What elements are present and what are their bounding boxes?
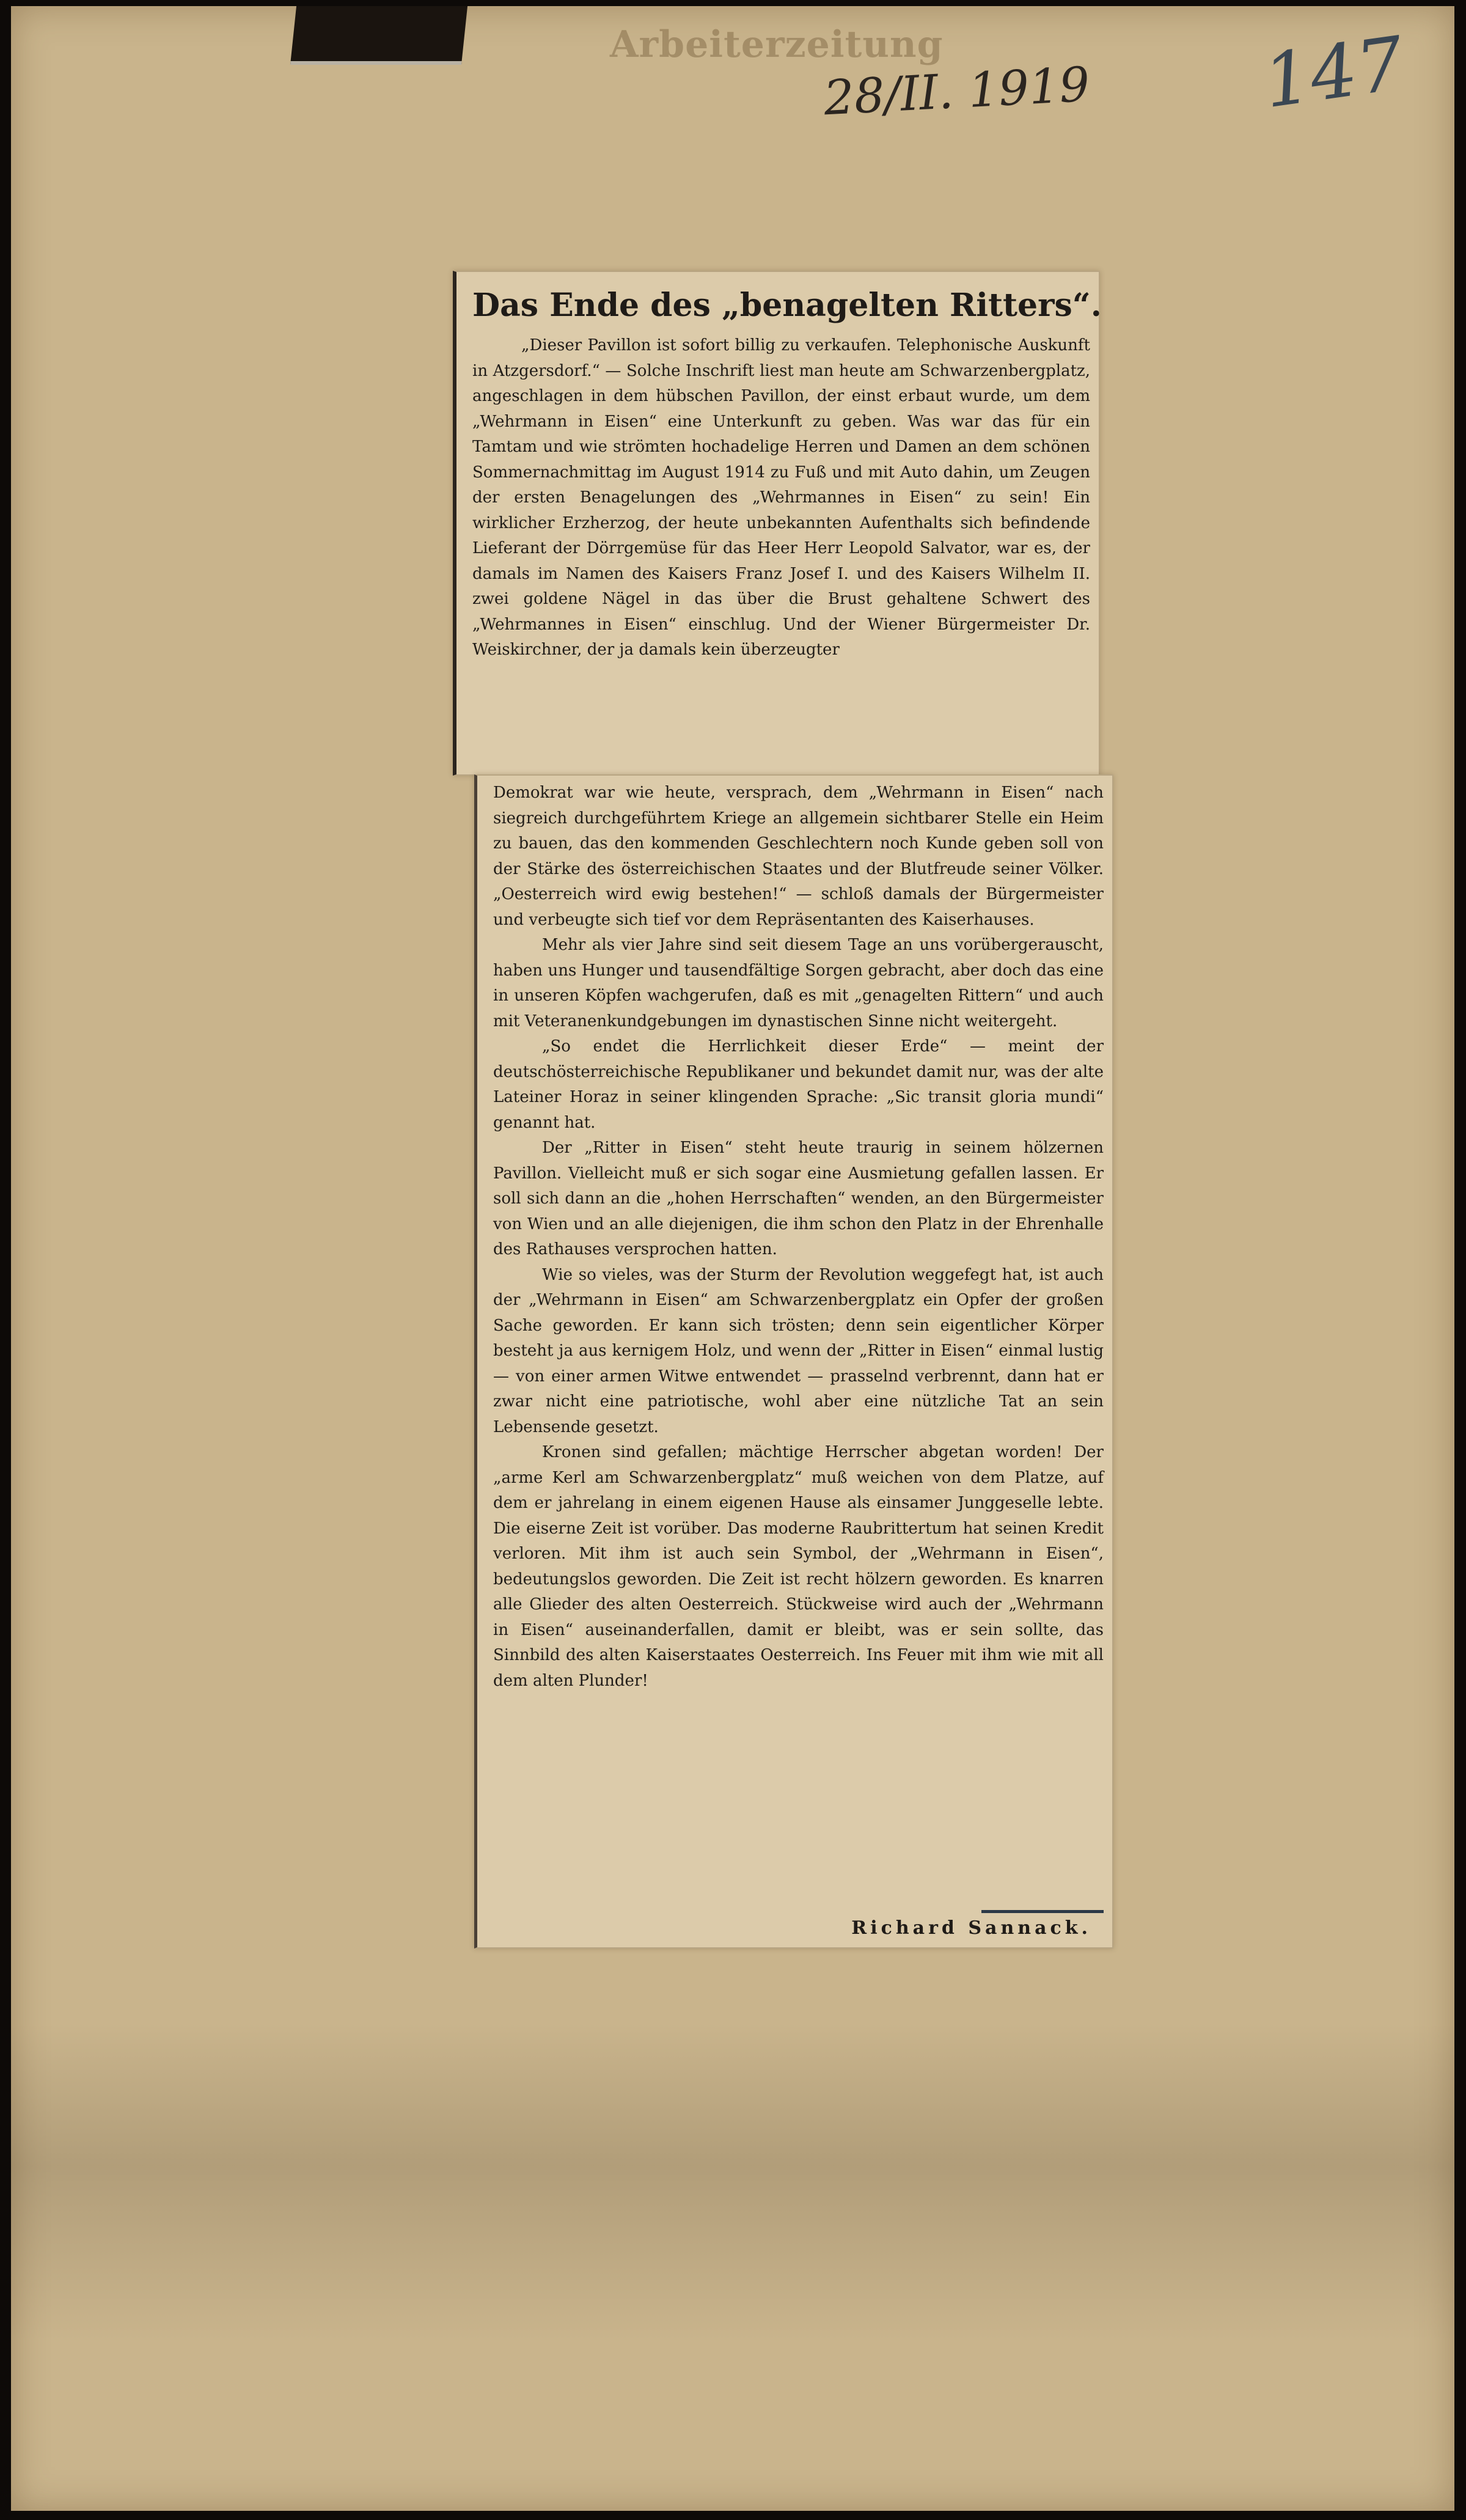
handwritten-date: 28/II. 1919 (822, 57, 1091, 127)
article-paragraph: Mehr als vier Jahre sind seit diesem Tage an uns vorübergerauscht, haben uns Hunger und tausendfältige Sorgen gebracht, aber doch das eine in unseren Köpfen wachgerufen, daß es mit „genagelten Rittern“ und auch mit Veteranenkundgebungen im dynastischen Sinne nicht weitergeht. (493, 936, 1104, 1030)
article-body-part-1 (472, 333, 1090, 663)
article-paragraph: Kronen sind gefallen; mächtige Herrscher abgetan worden! Der „arme Kerl am Schwarzenbergplatz“ muß weichen von dem Platze, auf dem er jahrelang in einem eigenen Hause als einsamer Junggeselle lebte. Die eiserne Zeit ist vorüber. Das moderne Raubrittertum hat seinen Kredit verloren. Mit ihm ist auch sein Symbol, der „Wehrmann in Eisen“, bedeutungslos geworden. Die Zeit ist recht hölzern geworden. Es knarren alle Glieder des alten Oesterreich. Stückweise wird auch der „Wehrmann in Eisen“ auseinanderfallen, damit er bleibt, was er sein sollte, das Sinnbild des alten Kaiserstaates Oesterreich. Ins Feuer mit ihm wie mit all dem alten Plunder! (493, 1443, 1104, 1690)
binder-tab (290, 6, 467, 65)
article-paragraph: „So endet die Herrlichkeit dieser Erde“ — meint der deutschösterreichische Republikaner und bekundet damit nur, was der alte Lateiner Horaz in seiner klingenden Sprache: „Sic transit gloria mundi“ genannt hat. (493, 1037, 1104, 1132)
article-paragraph: „Dieser Pavillon ist sofort billig zu verkaufen. Telephonische Auskunft in Atzgersdorf.“ — Solche Inschrift liest man heute am Schwarzenbergplatz, angeschlagen in dem hübschen Pavillon, der einst erbaut wurde, um dem „Wehrmann in Eisen“ eine Unterkunft zu geben. Was war das für ein Tamtam und wie strömten hochadelige Herren und Damen an dem schönen Sommernachmittag im August 1914 zu Fuß und mit Auto dahin, um Zeugen der ersten Benagelungen des „Wehrmannes in Eisen“ zu sein! Ein wirklicher Erzherzog, der heute unbekannten Aufenthalts sich befindende Lieferant der Dörrgemüse für das Heer Herr Leopold Salvator, war es, der damals im Namen des Kaisers Franz Josef I. und des Kaisers Wilhelm II. zwei goldene Nägel in das über die Brust gehaltene Schwert des „Wehrmannes in Eisen“ einschlug. Und der Wiener Bürgermeister Dr. Weiskirchner, der ja damals kein überzeugter (472, 336, 1090, 659)
author-underline (981, 1910, 1104, 1913)
newspaper-clipping-bottom (474, 774, 1113, 1949)
article-title: Das Ende des „benagelten Ritters“. (472, 287, 1102, 324)
paper-fold-shadow (11, 2023, 1454, 2341)
newspaper-stamp: Arbeiterzeitung (610, 23, 944, 66)
article-paragraph: Wie so vieles, was der Sturm der Revolution weggefegt hat, ist auch der „Wehrmann in Eisen“ am Schwarzenbergplatz ein Opfer der großen Sache geworden. Er kann sich trösten; denn sein eigentlicher Körper besteht ja aus kernigem Holz, und wenn der „Ritter in Eisen“ einmal lustig — von einer armen Witwe entwendet — prasselnd verbrennt, dann hat er zwar nicht eine patriotische, wohl aber eine nützliche Tat an sein Lebensende gesetzt. (493, 1265, 1104, 1436)
newspaper-clipping-top (453, 271, 1100, 776)
article-paragraph: Demokrat war wie heute, versprach, dem „Wehrmann in Eisen“ nach siegreich durchgeführtem Kriege an allgemein sichtbarer Stelle ein Heim zu bauen, das den kommenden Geschlechtern noch Kunde geben soll von der Stärke des österreichischen Staates und der Blutfreude seiner Völker. „Oesterreich wird ewig bestehen!“ — schloß damals der Bürgermeister und verbeugte sich tief vor dem Repräsentanten des Kaiserhauses. (493, 784, 1104, 929)
handwritten-page-number: 147 (1258, 21, 1409, 125)
archive-sheet (11, 6, 1454, 2511)
article-paragraph: Der „Ritter in Eisen“ steht heute traurig in seinem hölzernen Pavillon. Vielleicht muß er sich sogar eine Ausmietung gefallen lassen. Er soll sich dann an die „hohen Herrschaften“ wenden, an den Bürgermeister von Wien und an alle diejenigen, die ihm schon den Platz in der Ehrenhalle des Rathauses versprochen hatten. (493, 1139, 1104, 1258)
article-author: Richard Sannack. (851, 1917, 1091, 1939)
article-body-part-2 (493, 781, 1104, 1694)
